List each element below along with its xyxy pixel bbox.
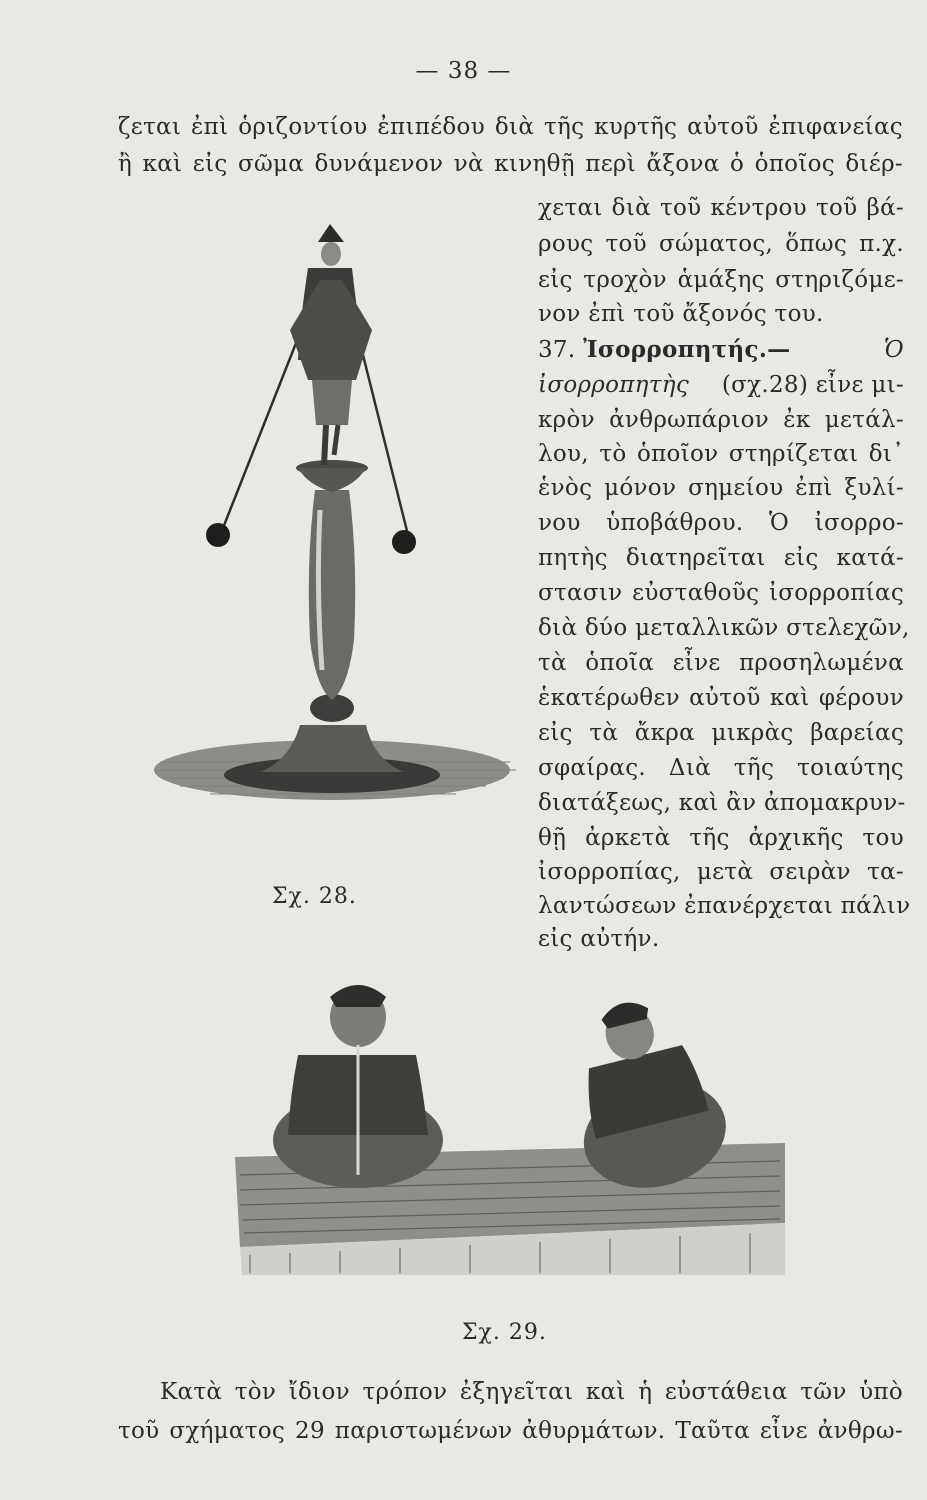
text-line: τοῦ σχήματος 29 παριστωμένων ἀθυρμάτων. Ταῦτα εἶνε ἀνθρω-: [118, 1418, 903, 1444]
text-fragment: (σχ.28) εἶνε μι-: [721, 372, 904, 398]
text-line: ἑνὸς μόνον σημείου ἐπὶ ξυλί-: [538, 475, 904, 501]
text-line: ἑκατέρωθεν αὐτοῦ καὶ φέρουν: [538, 685, 904, 711]
text-line: νου ὑποβάθρου. Ὁ ἰσορρο-: [538, 510, 904, 536]
text-line: σφαίρας. Διὰ τῆς τοιαύτης: [538, 755, 904, 781]
text-line: νον ἐπὶ τοῦ ἄξονός του.: [538, 301, 824, 327]
figure-28-caption: Σχ. 28.: [272, 884, 357, 909]
text-line: τὰ ὁποῖα εἶνε προσηλωμένα: [538, 650, 904, 676]
text-line: εἰς τὰ ἄκρα μικρὰς βαρείας: [538, 720, 904, 746]
figure-29-tumbler-dolls: [230, 975, 790, 1275]
text-line: διὰ δύο μεταλλικῶν στελεχῶν,: [538, 615, 910, 641]
text-line: λου, τὸ ὁποῖον στηρίζεται δι᾽: [538, 441, 904, 467]
figure-28-balancing-toy: [140, 210, 525, 810]
section-title: Ἰσορροπητής.—: [583, 336, 791, 363]
text-line: ἰσορροπίας, μετὰ σειρὰν τα-: [538, 859, 904, 885]
text-line: ρους τοῦ σώματος, ὅπως π.χ.: [538, 231, 904, 257]
term-italic: ἰσορροπητὴς: [538, 372, 690, 398]
text-line: εἰς τροχὸν ἁμάξης στηριζόμε-: [538, 267, 904, 293]
text-line: θῇ ἀρκετὰ τῆς ἀρχικῆς του: [538, 825, 904, 851]
section-heading: [538, 335, 904, 365]
text-line: διατάξεως, καὶ ἂν ἀπομακρυν-: [538, 790, 906, 816]
text-line: στασιν εὐσταθοῦς ἰσορροπίας: [538, 580, 904, 606]
figure-29-caption: Σχ. 29.: [462, 1320, 547, 1345]
text-line: ζεται ἐπὶ ὁριζοντίου ἐπιπέδου διὰ τῆς κυρτῆς αὐτοῦ ἐπιφανείας: [118, 114, 903, 140]
text-line: Κατὰ τὸν ἴδιον τρόπον ἐξηγεῖται καὶ ἡ εὐστάθεια τῶν ὑπὸ: [160, 1379, 903, 1405]
text-line: λαντώσεων ἐπανέρχεται πάλιν: [538, 893, 911, 919]
section-lead-word: Ὁ: [883, 337, 904, 363]
page-number: — 38 —: [415, 58, 512, 84]
text-line: κρὸν ἀνθρωπάριον ἐκ μετάλ-: [538, 407, 904, 433]
text-line: ἢ καὶ εἰς σῶμα δυνάμενον νὰ κινηθῇ περὶ ἄξονα ὁ ὁποῖος διέρ-: [118, 151, 903, 177]
text-line: πητὴς διατηρεῖται εἰς κατά-: [538, 545, 904, 571]
text-line: [538, 370, 904, 400]
text-line: χεται διὰ τοῦ κέντρου τοῦ βά-: [538, 195, 904, 221]
section-number: 37.: [538, 337, 576, 363]
text-line: εἰς αὐτήν.: [538, 926, 660, 952]
